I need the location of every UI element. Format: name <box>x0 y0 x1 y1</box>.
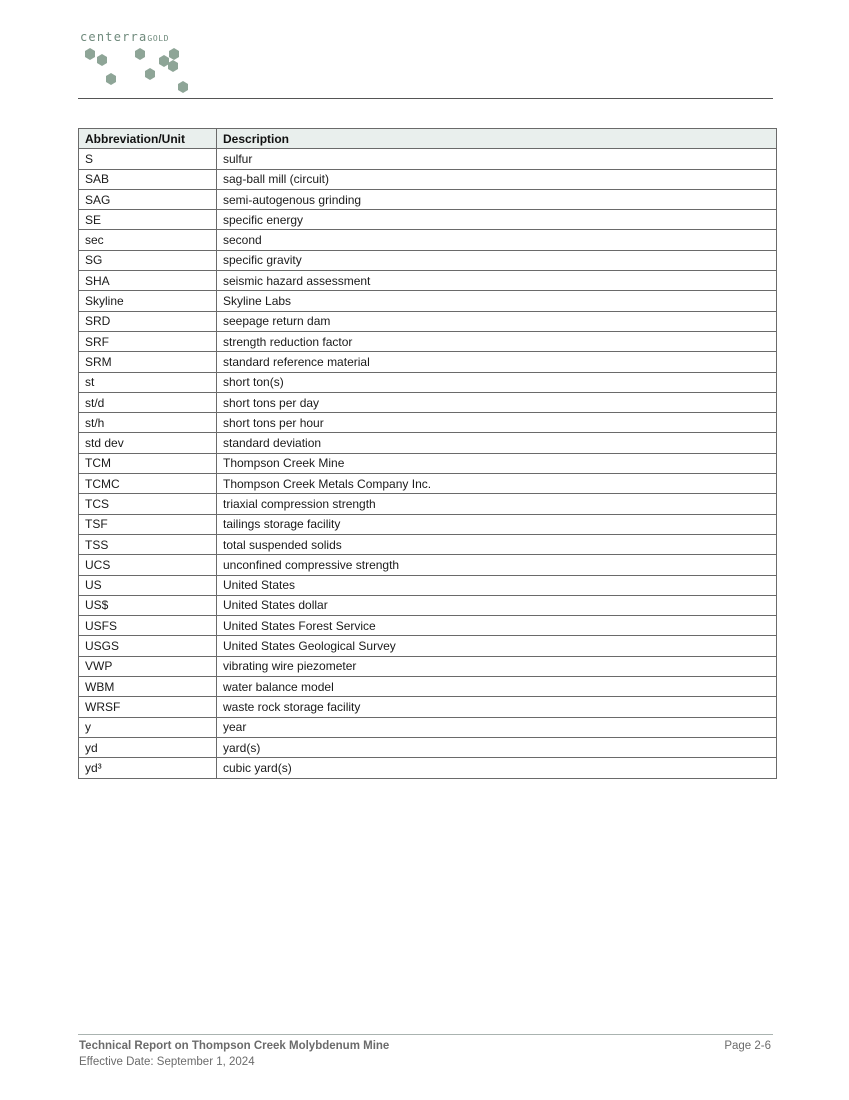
description-cell: seismic hazard assessment <box>217 271 777 291</box>
table-row <box>79 291 777 311</box>
table-row <box>79 474 777 494</box>
description-cell: sag-ball mill (circuit) <box>217 169 777 189</box>
abbreviation-cell: TCM <box>79 453 217 473</box>
logo-suffix: GOLD <box>147 34 170 43</box>
abbreviation-cell: SHA <box>79 271 217 291</box>
abbreviation-cell: US$ <box>79 595 217 615</box>
description-cell: vibrating wire piezometer <box>217 656 777 676</box>
table-row <box>79 413 777 433</box>
abbreviation-cell: USGS <box>79 636 217 656</box>
abbreviation-cell: yd <box>79 737 217 757</box>
description-cell: short tons per day <box>217 392 777 412</box>
abbreviation-cell: TCS <box>79 494 217 514</box>
abbreviation-cell: SAG <box>79 189 217 209</box>
description-cell: Skyline Labs <box>217 291 777 311</box>
abbreviation-cell: SRM <box>79 352 217 372</box>
page-number: Page 2-6 <box>724 1040 771 1052</box>
table-row <box>79 433 777 453</box>
description-cell: total suspended solids <box>217 534 777 554</box>
table-row <box>79 758 777 778</box>
abbreviation-cell: SG <box>79 250 217 270</box>
table-row <box>79 392 777 412</box>
table-row <box>79 189 777 209</box>
table-row <box>79 555 777 575</box>
abbreviation-cell: y <box>79 717 217 737</box>
table-row <box>79 352 777 372</box>
abbreviation-cell: SRF <box>79 331 217 351</box>
abbreviation-cell: WBM <box>79 677 217 697</box>
table-row <box>79 311 777 331</box>
abbreviation-cell: USFS <box>79 616 217 636</box>
table-row <box>79 169 777 189</box>
table-row <box>79 677 777 697</box>
abbreviation-cell: UCS <box>79 555 217 575</box>
footer-divider <box>78 1034 773 1035</box>
table-row <box>79 616 777 636</box>
table-row <box>79 372 777 392</box>
table-row <box>79 453 777 473</box>
hexagon-cluster-icon <box>80 44 210 96</box>
description-cell: specific gravity <box>217 250 777 270</box>
abbreviation-cell: S <box>79 149 217 169</box>
description-cell: waste rock storage facility <box>217 697 777 717</box>
company-logo <box>80 30 210 96</box>
table-row <box>79 595 777 615</box>
description-cell: tailings storage facility <box>217 514 777 534</box>
description-cell: seepage return dam <box>217 311 777 331</box>
description-cell: standard deviation <box>217 433 777 453</box>
table-row <box>79 656 777 676</box>
abbreviation-cell: yd³ <box>79 758 217 778</box>
abbreviation-cell: SAB <box>79 169 217 189</box>
description-cell: semi-autogenous grinding <box>217 189 777 209</box>
abbreviation-cell: SRD <box>79 311 217 331</box>
table-row <box>79 737 777 757</box>
table-row <box>79 331 777 351</box>
abbreviation-cell: st/h <box>79 413 217 433</box>
table-row <box>79 271 777 291</box>
description-cell: yard(s) <box>217 737 777 757</box>
abbreviation-cell: US <box>79 575 217 595</box>
description-cell: specific energy <box>217 210 777 230</box>
description-cell: strength reduction factor <box>217 331 777 351</box>
abbreviation-cell: st/d <box>79 392 217 412</box>
table-row <box>79 514 777 534</box>
column-header-description: Description <box>217 129 777 149</box>
abbreviation-cell: st <box>79 372 217 392</box>
table-body <box>79 149 777 778</box>
abbreviation-cell: TSS <box>79 534 217 554</box>
description-cell: second <box>217 230 777 250</box>
header-divider <box>78 98 773 99</box>
report-title: Technical Report on Thompson Creek Molybdenum Mine <box>79 1040 390 1052</box>
abbreviation-cell: TCMC <box>79 474 217 494</box>
column-header-abbreviation: Abbreviation/Unit <box>79 129 217 149</box>
description-cell: short ton(s) <box>217 372 777 392</box>
description-cell: Thompson Creek Metals Company Inc. <box>217 474 777 494</box>
abbreviation-cell: TSF <box>79 514 217 534</box>
description-cell: short tons per hour <box>217 413 777 433</box>
description-cell: Thompson Creek Mine <box>217 453 777 473</box>
logo-word: centerra <box>80 30 148 44</box>
table-row <box>79 575 777 595</box>
description-cell: triaxial compression strength <box>217 494 777 514</box>
table-row <box>79 230 777 250</box>
table-row <box>79 149 777 169</box>
table-row <box>79 210 777 230</box>
table-row <box>79 697 777 717</box>
table-row <box>79 494 777 514</box>
description-cell: standard reference material <box>217 352 777 372</box>
abbreviation-cell: std dev <box>79 433 217 453</box>
description-cell: water balance model <box>217 677 777 697</box>
abbreviation-cell: SE <box>79 210 217 230</box>
description-cell: unconfined compressive strength <box>217 555 777 575</box>
abbreviation-cell: sec <box>79 230 217 250</box>
description-cell: United States <box>217 575 777 595</box>
description-cell: United States dollar <box>217 595 777 615</box>
abbreviation-cell: WRSF <box>79 697 217 717</box>
description-cell: cubic yard(s) <box>217 758 777 778</box>
table-header-row <box>79 129 777 149</box>
table-row <box>79 534 777 554</box>
description-cell: sulfur <box>217 149 777 169</box>
table-row <box>79 250 777 270</box>
abbreviations-table <box>78 128 777 779</box>
description-cell: United States Forest Service <box>217 616 777 636</box>
description-cell: year <box>217 717 777 737</box>
table-row <box>79 636 777 656</box>
abbreviation-cell: Skyline <box>79 291 217 311</box>
description-cell: United States Geological Survey <box>217 636 777 656</box>
abbreviation-cell: VWP <box>79 656 217 676</box>
effective-date: Effective Date: September 1, 2024 <box>79 1056 255 1068</box>
table-row <box>79 717 777 737</box>
